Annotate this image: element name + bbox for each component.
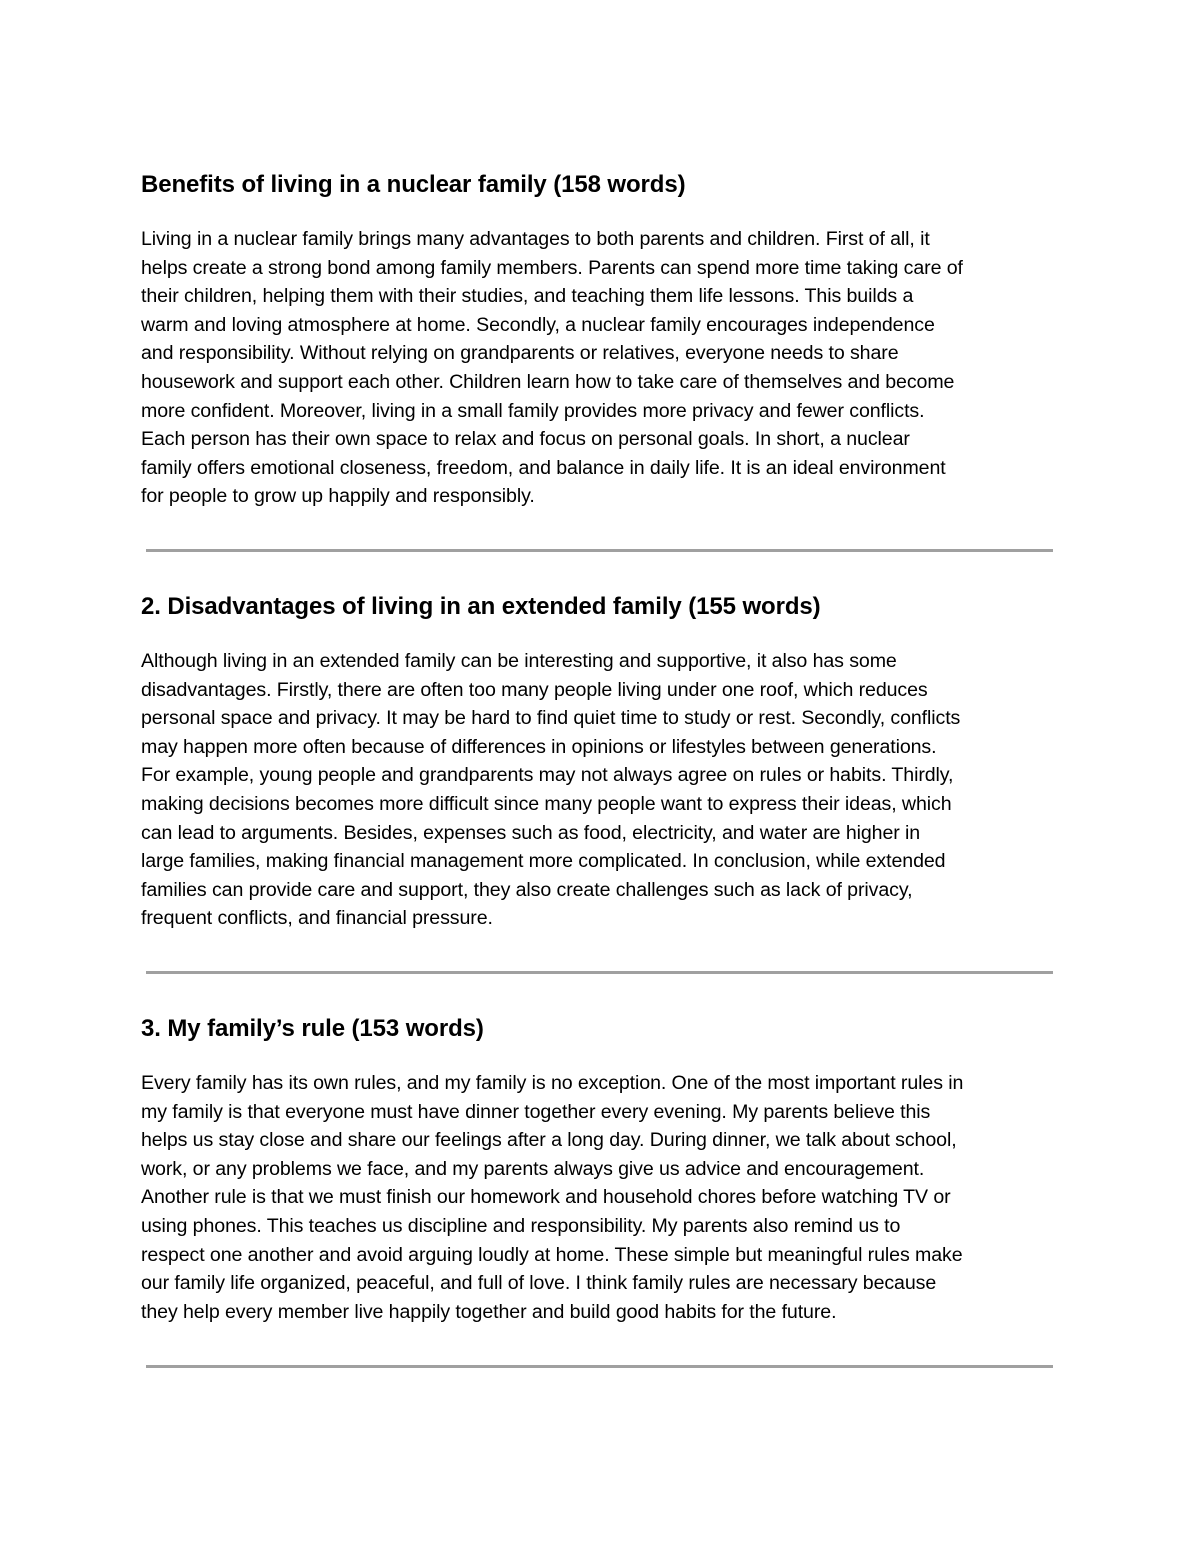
section-nuclear-family bbox=[141, 170, 1066, 511]
paragraph-line: Every family has its own rules, and my family is no exception. One of the most important rules in bbox=[141, 1072, 964, 1094]
paragraph-line: For example, young people and grandparents may not always agree on rules or habits. Thirdly, bbox=[141, 764, 954, 787]
paragraph-line: for people to grow up happily and responsibly. bbox=[141, 485, 535, 508]
section-paragraph bbox=[141, 647, 1066, 933]
paragraph-line: housework and support each other. Children learn how to take care of themselves and become bbox=[141, 370, 955, 393]
paragraph-line: helps us stay close and share our feelings after a long day. During dinner, we talk about school, bbox=[141, 1129, 957, 1152]
paragraph-line: Another rule is that we must finish our homework and household chores before watching TV or bbox=[141, 1186, 951, 1209]
paragraph-line: respect one another and avoid arguing loudly at home. These simple but meaningful rules make bbox=[141, 1243, 963, 1266]
paragraph-line: making decisions becomes more difficult since many people want to express their ideas, which bbox=[141, 792, 952, 815]
section-paragraph bbox=[141, 225, 1066, 511]
paragraph-line: family offers emotional closeness, freedom, and balance in daily life. It is an ideal environment bbox=[141, 456, 946, 479]
paragraph-line: frequent conflicts, and financial pressure. bbox=[141, 907, 493, 930]
paragraph-line: warm and loving atmosphere at home. Secondly, a nuclear family encourages independence bbox=[141, 313, 935, 336]
horizontal-divider bbox=[146, 971, 1053, 974]
paragraph-line: helps create a strong bond among family members. Parents can spend more time taking care of bbox=[141, 256, 963, 279]
section-heading: Benefits of living in a nuclear family (158 words) bbox=[141, 171, 686, 198]
paragraph-line: and responsibility. Without relying on grandparents or relatives, everyone needs to share bbox=[141, 342, 899, 365]
paragraph-line: work, or any problems we face, and my parents always give us advice and encouragement. bbox=[141, 1157, 925, 1180]
section-extended-family bbox=[141, 592, 1066, 933]
paragraph-line: Living in a nuclear family brings many advantages to both parents and children. First of all, it bbox=[141, 228, 930, 250]
section-family-rules bbox=[141, 1014, 1066, 1326]
paragraph-line: may happen more often because of differences in opinions or lifestyles between generations. bbox=[141, 735, 937, 758]
paragraph-line: can lead to arguments. Besides, expenses such as food, electricity, and water are higher in bbox=[141, 821, 921, 844]
paragraph-line: large families, making financial management more complicated. In conclusion, while extended bbox=[141, 850, 946, 873]
paragraph-line: more confident. Moreover, living in a small family provides more privacy and fewer conflicts. bbox=[141, 399, 925, 422]
paragraph-line: their children, helping them with their studies, and teaching them life lessons. This builds a bbox=[141, 285, 914, 308]
paragraph-line: our family life organized, peaceful, and full of love. I think family rules are necessary because bbox=[141, 1272, 937, 1295]
paragraph-line: Although living in an extended family can be interesting and supportive, it also has some bbox=[141, 650, 897, 672]
paragraph-line: disadvantages. Firstly, there are often too many people living under one roof, which reduces bbox=[141, 678, 928, 701]
paragraph-line: Each person has their own space to relax and focus on personal goals. In short, a nuclear bbox=[141, 428, 910, 451]
section-heading: 2. Disadvantages of living in an extended family (155 words) bbox=[141, 593, 821, 620]
section-paragraph bbox=[141, 1069, 1066, 1326]
paragraph-line: they help every member live happily together and build good habits for the future. bbox=[141, 1300, 837, 1323]
paragraph-line: personal space and privacy. It may be hard to find quiet time to study or rest. Secondly, conflicts bbox=[141, 707, 961, 730]
section-heading: 3. My family’s rule (153 words) bbox=[141, 1015, 484, 1042]
horizontal-divider bbox=[146, 549, 1053, 552]
paragraph-line: my family is that everyone must have dinner together every evening. My parents believe this bbox=[141, 1100, 931, 1123]
horizontal-divider bbox=[146, 1365, 1053, 1368]
paragraph-line: using phones. This teaches us discipline and responsibility. My parents also remind us to bbox=[141, 1214, 901, 1237]
paragraph-line: families can provide care and support, they also create challenges such as lack of privacy, bbox=[141, 878, 913, 901]
